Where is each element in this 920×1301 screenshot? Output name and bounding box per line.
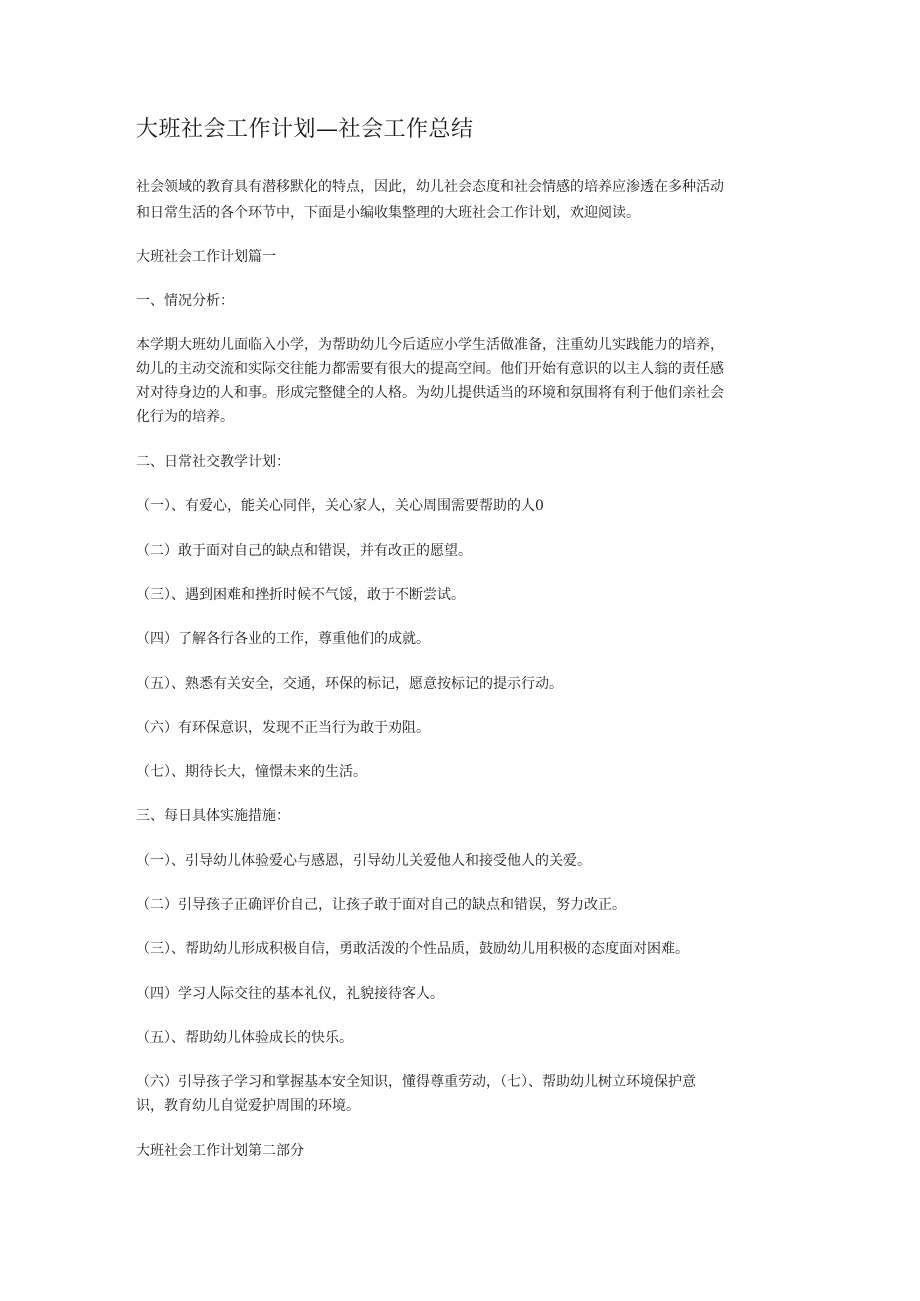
section-2-item-2: （二）敢于面对自己的缺点和错误，并有改正的愿望。 [136, 543, 472, 559]
section-2-item-3: （三）、遇到困难和挫折时候不气馁，敢于不断尝试。 [136, 587, 465, 603]
section-3-item-3: （三）、帮助幼儿形成积极自信，勇敢活泼的个性品质，鼓励幼儿用积极的态度面对困难。 [136, 941, 689, 957]
section-2-item-5: （五）、熟悉有关安全，交通，环保的标记，愿意按标记的提示行动。 [136, 676, 563, 692]
section-2-item-7: （七）、期待长大，憧憬未来的生活。 [136, 764, 367, 780]
section-1-body-line-2: 幼儿的主动交流和实际交往能力都需要有很大的提高空间。他们开始有意识的以主人翁的责任感 [136, 361, 724, 377]
part-two-heading: 大班社会工作计划第二部分 [136, 1143, 304, 1159]
section-1-heading: 一、情况分析： [136, 293, 234, 309]
section-3-item-4: （四）学习人际交往的基本礼仪，礼貌接待客人。 [136, 986, 444, 1002]
section-3-heading: 三、每日具体实施措施： [136, 808, 290, 824]
intro-line-2: 和日常生活的各个环节中，下面是小编收集整理的大班社会工作计划，欢迎阅读。 [136, 205, 640, 221]
section-3-item-1: （一）、引导幼儿体验爱心与感恩，引导幼儿关爱他人和接受他人的关爱。 [136, 853, 591, 869]
section-2-item-6: （六）有环保意识，发现不正当行为敢于劝阻。 [136, 720, 430, 736]
document-title: 大班社会工作计划—社会工作总结 [136, 117, 474, 142]
section-3-item-6-line-1: （六）引导孩子学习和掌握基本安全知识，懂得尊重劳动，（七）、帮助幼儿树立环境保护意 [136, 1074, 696, 1090]
section-2-item-1: （一）、有爱心，能关心同伴，关心家人，关心周围需要帮助的人0 [136, 498, 544, 514]
intro-line-1: 社会领域的教育具有潜移默化的特点，因此，幼儿社会态度和社会情感的培养应渗透在多种活动 [136, 179, 724, 195]
section-1-body-line-1: 本学期大班幼儿面临入小学，为帮助幼儿今后适应小学生活做准备，注重幼儿实践能力的培养， [136, 337, 724, 353]
section-1-body-line-4: 化行为的培养。 [136, 409, 234, 425]
section-2-heading: 二、日常社交教学计划： [136, 454, 290, 470]
section-3-item-2: （二）引导孩子正确评价自己，让孩子敢于面对自己的缺点和错误，努力改正。 [136, 897, 626, 913]
part-one-heading: 大班社会工作计划篇一 [136, 249, 276, 265]
section-3-item-6-line-2: 识，教育幼儿自觉爱护周围的环境。 [136, 1098, 360, 1114]
section-1-body-line-3: 对对待身边的人和事。形成完整健全的人格。为幼儿提供适当的环境和氛围将有利于他们亲社会 [136, 385, 724, 401]
section-2-item-4: （四）了解各行各业的工作，尊重他们的成就。 [136, 631, 430, 647]
section-3-item-5: （五）、帮助幼儿体验成长的快乐。 [136, 1030, 353, 1046]
